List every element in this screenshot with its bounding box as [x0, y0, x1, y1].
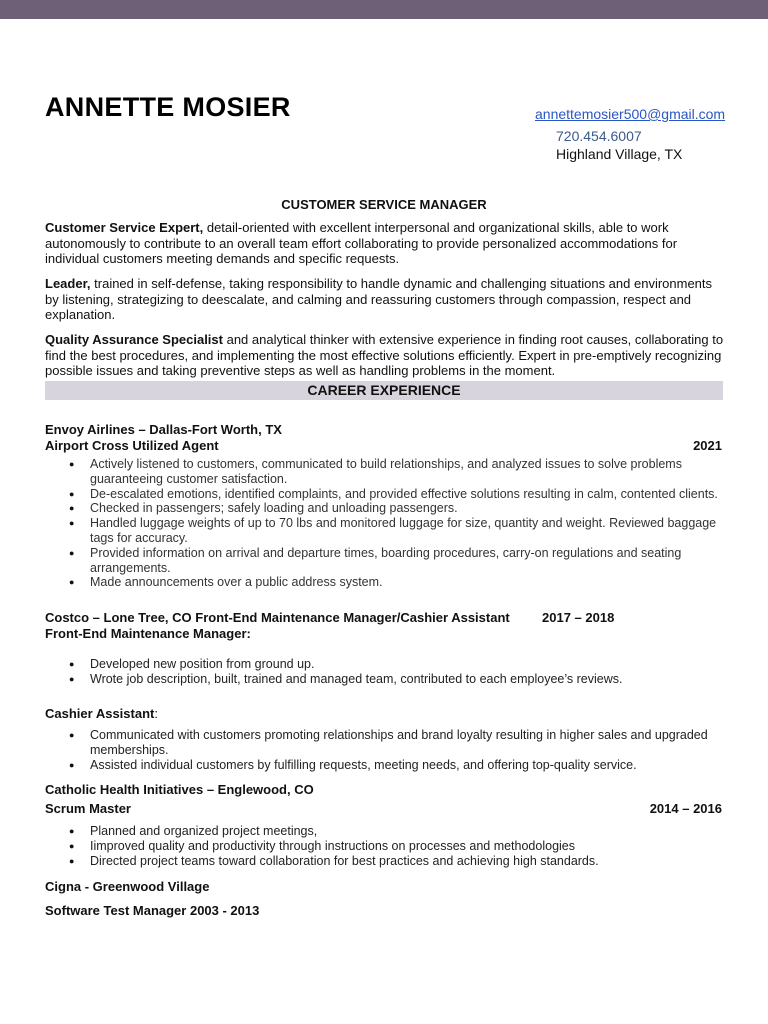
- list-item: ● Planned and organized project meetings,: [45, 824, 735, 839]
- envoy-role: Airport Cross Utilized Agent: [45, 438, 219, 453]
- cashier-assistant-colon: :: [154, 706, 158, 721]
- summary-paragraph-2: [45, 276, 725, 323]
- list-item: ● Directed project teams toward collaboration for best practices and achieving high standards.: [45, 854, 735, 869]
- costco-years: 2017 – 2018: [542, 610, 615, 625]
- envoy-bullet-list: [45, 457, 735, 590]
- summary-title: CUSTOMER SERVICE MANAGER: [281, 197, 487, 212]
- summary-paragraph-1: [45, 220, 725, 267]
- catholic-bullet-list: [45, 824, 735, 868]
- cigna-role: Software Test Manager 2003 - 2013: [45, 903, 260, 918]
- cashier-assistant-label: Cashier Assistant: [45, 706, 155, 721]
- costco-heading: Costco – Lone Tree, CO Front-End Maintenance Manager/Cashier Assistant: [45, 610, 510, 625]
- list-item: ● Developed new position from ground up.: [45, 657, 735, 672]
- top-accent-bar: [0, 0, 768, 19]
- summary-lead-1: Customer Service Expert,: [45, 220, 204, 235]
- phone-number: 720.454.6007: [556, 128, 642, 144]
- envoy-company: Envoy Airlines – Dallas-Fort Worth, TX: [45, 422, 282, 437]
- catholic-years: 2014 – 2016: [649, 801, 722, 816]
- location: Highland Village, TX: [556, 146, 683, 162]
- costco-bullet-list: [45, 657, 735, 687]
- list-item: ● Handled luggage weights of up to 70 lbs and monitored luggage for size, quantity and weight. Reviewed baggage tags for accuracy.: [45, 516, 735, 546]
- list-item: ● Wrote job description, built, trained and managed team, contributed to each employee’s reviews.: [45, 672, 735, 687]
- summary-text-1: detail-oriented with excellent interpersonal and organizational skills, able to work autonomously to contribute to an overall team effort collaborating to provide personalized accommodations for individual customers meeting demands and specific requests.: [45, 220, 678, 266]
- catholic-role: Scrum Master: [45, 801, 131, 816]
- envoy-year: 2021: [693, 438, 722, 453]
- list-item: ● Iimproved quality and productivity through instructions on processes and methodologies: [45, 839, 735, 854]
- list-item: ● Communicated with customers promoting relationships and brand loyalty resulting in higher sales and upgraded memberships.: [45, 728, 735, 758]
- list-item: ● Provided information on arrival and departure times, boarding procedures, carry-on regulations and seating arrangements.: [45, 546, 735, 576]
- costco-subrole: Front-End Maintenance Manager:: [45, 626, 251, 641]
- summary-text-3: and analytical thinker with extensive experience in finding root causes, collaborating to find the best procedures, and implementing the most effective solutions efficiently. Expert in pre-emptively recognizing possible issues and taking preventive steps as well as handling problems in the moment.: [45, 332, 724, 378]
- list-item: ● Made announcements over a public address system.: [45, 575, 735, 590]
- list-item: ● De-escalated emotions, identified complaints, and provided effective solutions resulting in calm, contented clients.: [45, 487, 735, 502]
- summary-lead-2: Leader,: [45, 276, 91, 291]
- candidate-name: ANNETTE MOSIER: [45, 92, 291, 122]
- catholic-company: Catholic Health Initiatives – Englewood, CO: [45, 782, 314, 797]
- summary-lead-3: Quality Assurance Specialist: [45, 332, 223, 347]
- cigna-company: Cigna - Greenwood Village: [45, 879, 210, 894]
- list-item: ● Actively listened to customers, communicated to build relationships, and analyzed issues to solve problems guaranteeing customer satisfaction.: [45, 457, 735, 487]
- summary-text-2: trained in self-defense, taking responsibility to handle dynamic and challenging situations and environments by listening, strategizing to deescalate, and calming and reassuring customers through compassion, respect and explanation.: [45, 276, 713, 322]
- list-item: ● Checked in passengers; safely loading and unloading passengers.: [45, 501, 735, 516]
- career-section-title: CAREER EXPERIENCE: [307, 382, 461, 398]
- summary-paragraph-3: [45, 332, 725, 379]
- cashier-assistant-heading: [45, 705, 158, 723]
- email-link[interactable]: annettemosier500@gmail.com: [535, 106, 726, 122]
- list-item: ● Assisted individual customers by fulfilling requests, meeting needs, and offering top-quality service.: [45, 758, 735, 773]
- cashier-bullet-list: [45, 728, 735, 772]
